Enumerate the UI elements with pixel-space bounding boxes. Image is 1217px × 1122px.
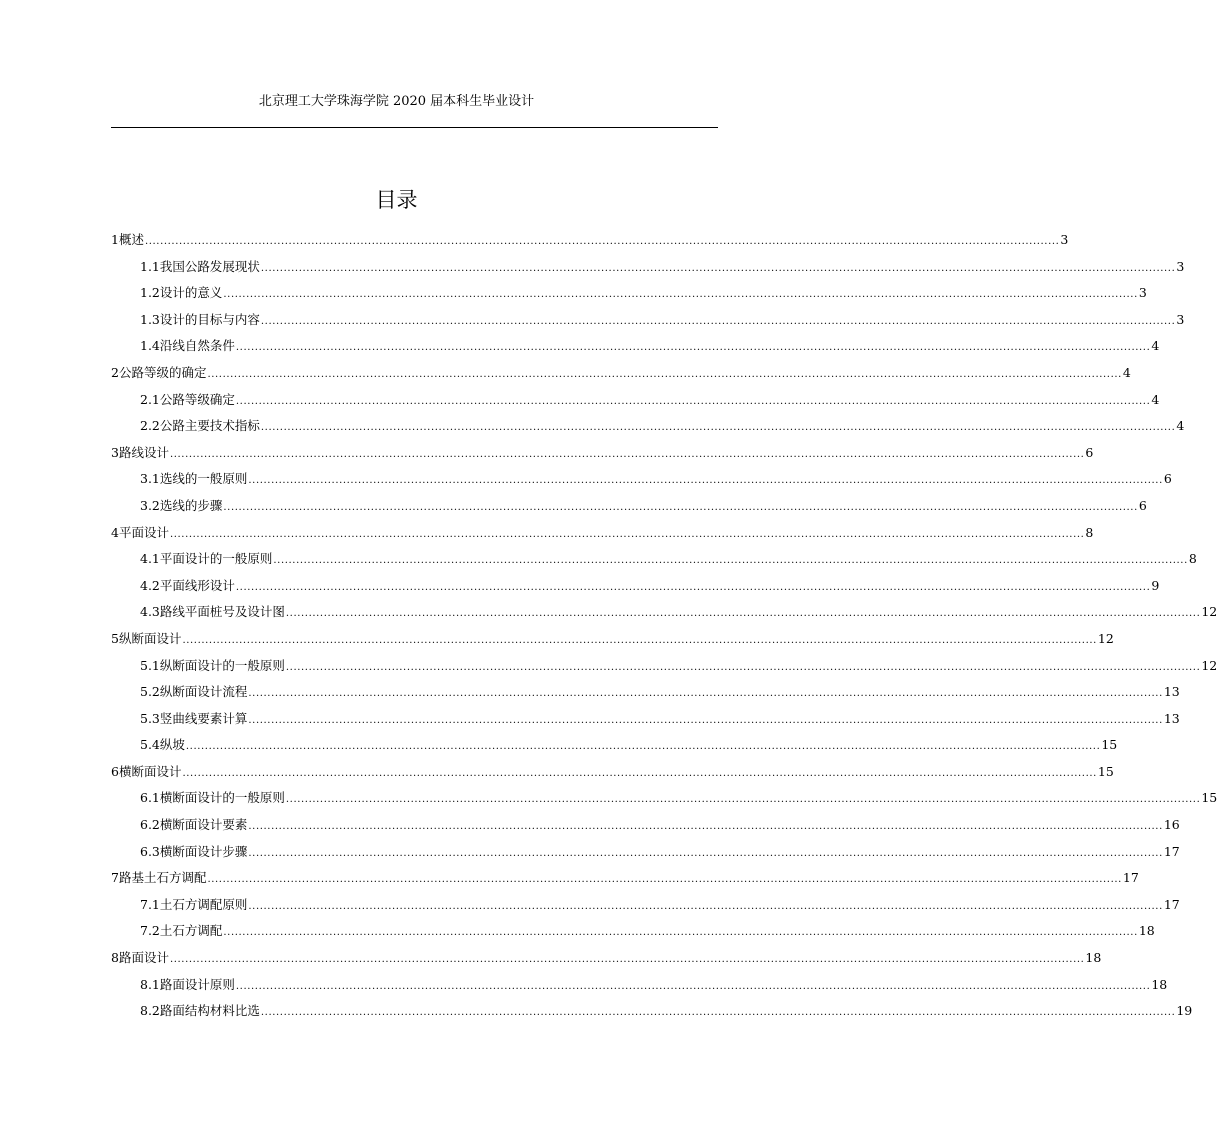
toc-entry-number: 2 — [111, 364, 119, 380]
toc-entry-page: 3 — [1176, 258, 1185, 274]
toc-entry-page: 12 — [1201, 604, 1217, 620]
toc-dot-leader: .................................................................................................................................................................................................................................................. — [182, 767, 1097, 779]
toc-entry-number: 5 — [111, 630, 119, 646]
toc-entry-title: 路面设计 — [118, 950, 169, 966]
toc-entry-page: 18 — [1085, 950, 1102, 966]
toc-entry-title: 设计的意义 — [159, 285, 223, 301]
toc-dot-leader: .................................................................................................................................................................................................................................................. — [223, 927, 1138, 939]
toc-entry-title: 土石方调配原则 — [159, 896, 248, 912]
toc-entry-page: 15 — [1101, 737, 1118, 753]
toc-dot-leader: .................................................................................................................................................................................................................................................. — [248, 821, 1163, 833]
toc-dot-leader: .................................................................................................................................................................................................................................................. — [207, 368, 1122, 380]
toc-entry-page: 15 — [1201, 790, 1217, 806]
toc-entry-number: 6 — [111, 763, 119, 779]
toc-dot-leader: .................................................................................................................................................................................................................................................. — [235, 395, 1151, 407]
toc-entry-number: 2.2 — [140, 418, 160, 434]
toc-dot-leader: .................................................................................................................................................................................................................................................. — [260, 315, 1176, 327]
toc-entry-number: 6.1 — [140, 790, 160, 806]
toc-entry-page: 18 — [1138, 923, 1155, 939]
toc-dot-leader: .................................................................................................................................................................................................................................................. — [169, 528, 1085, 540]
toc-entry-number: 7.2 — [140, 923, 160, 939]
toc-dot-leader: .................................................................................................................................................................................................................................................. — [185, 741, 1101, 753]
toc-entry[interactable] — [111, 546, 1197, 573]
toc-dot-leader: .................................................................................................................................................................................................................................................. — [285, 794, 1201, 806]
toc-entry-page: 16 — [1163, 817, 1180, 833]
toc-entry[interactable] — [111, 333, 1160, 360]
toc-entry-number: 1.4 — [140, 338, 160, 354]
toc-entry-title: 竖曲线要素计算 — [159, 710, 248, 726]
toc-entry-title: 纵坡 — [159, 737, 185, 753]
toc-entry[interactable] — [111, 573, 1160, 600]
toc-entry-page: 6 — [1163, 471, 1172, 487]
toc-dot-leader: .................................................................................................................................................................................................................................................. — [248, 900, 1163, 912]
toc-entry-title: 沿线自然条件 — [159, 338, 235, 354]
toc-entry-page: 19 — [1176, 1003, 1193, 1019]
toc-entry[interactable] — [111, 679, 1180, 706]
toc-entry-number: 5.1 — [140, 657, 160, 673]
toc-dot-leader: .................................................................................................................................................................................................................................................. — [273, 555, 1188, 567]
toc-dot-leader: .................................................................................................................................................................................................................................................. — [260, 262, 1176, 274]
toc-dot-leader: .................................................................................................................................................................................................................................................. — [207, 874, 1122, 886]
toc-entry-page: 9 — [1151, 577, 1160, 593]
toc-dot-leader: .................................................................................................................................................................................................................................................. — [223, 501, 1138, 513]
toc-entry-number: 5.4 — [140, 737, 160, 753]
toc-entry-page: 4 — [1122, 364, 1131, 380]
toc-entry-page: 15 — [1097, 763, 1114, 779]
toc-dot-leader: .................................................................................................................................................................................................................................................. — [285, 661, 1201, 673]
toc-dot-leader: .................................................................................................................................................................................................................................................. — [235, 581, 1151, 593]
toc-entry-title: 横断面设计步骤 — [159, 843, 248, 859]
toc-entry[interactable] — [111, 732, 1118, 759]
toc-entry-page: 3 — [1138, 285, 1147, 301]
toc-entry-title: 路面结构材料比选 — [159, 1003, 260, 1019]
toc-entry[interactable] — [111, 706, 1180, 733]
toc-entry-title: 公路主要技术指标 — [159, 418, 260, 434]
toc-entry-title: 选线的一般原则 — [159, 471, 248, 487]
toc-entry-title: 横断面设计要素 — [159, 817, 248, 833]
toc-entry-page: 3 — [1060, 232, 1069, 247]
toc-entry[interactable] — [111, 945, 1102, 972]
toc-dot-leader: .................................................................................................................................................................................................................................................. — [248, 847, 1163, 859]
toc-entry-page: 4 — [1151, 391, 1160, 407]
toc-entry-page: 17 — [1163, 896, 1180, 912]
page-header: 北京理工大学珠海学院 2020 届本科生毕业设计 — [258, 94, 535, 109]
toc-dot-leader: .................................................................................................................................................................................................................................................. — [169, 954, 1085, 966]
table-of-contents — [111, 227, 1217, 1025]
toc-entry[interactable] — [111, 626, 1114, 653]
toc-entry[interactable] — [111, 865, 1139, 892]
toc-entry-number: 3.2 — [140, 497, 160, 513]
toc-entry[interactable] — [111, 254, 1185, 281]
toc-entry-number: 6.2 — [140, 817, 160, 833]
toc-entry-title: 平面设计的一般原则 — [159, 551, 273, 567]
toc-entry-page: 4 — [1151, 338, 1160, 354]
toc-entry-number: 1.2 — [140, 285, 160, 301]
toc-dot-leader: .................................................................................................................................................................................................................................................. — [248, 688, 1163, 700]
toc-dot-leader: .................................................................................................................................................................................................................................................. — [235, 342, 1151, 354]
toc-entry-page: 13 — [1163, 684, 1180, 700]
toc-entry[interactable] — [111, 972, 1168, 999]
toc-entry[interactable] — [111, 440, 1094, 467]
toc-entry-title: 公路等级的确定 — [118, 364, 207, 380]
toc-entry-number: 1.1 — [140, 258, 160, 274]
toc-entry-page: 12 — [1201, 657, 1217, 673]
toc-entry[interactable] — [111, 599, 1217, 626]
toc-entry-number: 8.1 — [140, 976, 160, 992]
toc-entry-number: 4 — [111, 524, 119, 540]
toc-entry[interactable] — [111, 307, 1185, 334]
toc-entry-number: 5.3 — [140, 710, 160, 726]
toc-entry-number: 2.1 — [140, 391, 160, 407]
toc-entry-number: 3 — [111, 444, 119, 460]
toc-entry[interactable] — [111, 918, 1155, 945]
toc-entry[interactable] — [111, 493, 1147, 520]
toc-entry[interactable] — [111, 360, 1131, 387]
toc-entry-title: 路线设计 — [118, 444, 169, 460]
toc-entry-title: 概述 — [118, 232, 144, 247]
toc-entry-title: 设计的目标与内容 — [159, 311, 260, 327]
toc-entry-title: 公路等级确定 — [159, 391, 235, 407]
toc-entry-number: 7 — [111, 870, 119, 886]
toc-entry-page: 13 — [1163, 710, 1180, 726]
toc-entry[interactable] — [111, 839, 1180, 866]
toc-entry-page: 17 — [1122, 870, 1139, 886]
toc-entry-page: 17 — [1163, 843, 1180, 859]
toc-dot-leader: .................................................................................................................................................................................................................................................. — [182, 634, 1097, 646]
toc-entry-number: 3.1 — [140, 471, 160, 487]
toc-entry-title: 选线的步骤 — [159, 497, 223, 513]
toc-entry-page: 8 — [1085, 524, 1094, 540]
toc-entry[interactable] — [111, 413, 1185, 440]
toc-dot-leader: .................................................................................................................................................................................................................................................. — [223, 289, 1138, 301]
toc-dot-leader: .................................................................................................................................................................................................................................................. — [248, 714, 1163, 726]
toc-entry-title: 横断面设计的一般原则 — [159, 790, 285, 806]
toc-entry[interactable] — [111, 387, 1160, 414]
header-rule — [111, 127, 718, 128]
toc-entry[interactable] — [111, 812, 1180, 839]
toc-entry-page: 3 — [1176, 311, 1185, 327]
toc-entry-title: 我国公路发展现状 — [159, 258, 260, 274]
toc-entry[interactable] — [111, 892, 1180, 919]
toc-title: 目录 — [375, 188, 418, 212]
toc-entry-number: 6.3 — [140, 843, 160, 859]
toc-entry-title: 纵断面设计的一般原则 — [159, 657, 285, 673]
toc-entry-number: 1.3 — [140, 311, 160, 327]
toc-entry-title: 路线平面桩号及设计图 — [159, 604, 285, 620]
toc-dot-leader: .................................................................................................................................................................................................................................................. — [235, 980, 1151, 992]
toc-entry-title: 纵断面设计流程 — [159, 684, 248, 700]
toc-entry-page: 6 — [1138, 497, 1147, 513]
toc-dot-leader: .................................................................................................................................................................................................................................................. — [285, 608, 1201, 620]
toc-entry-title: 横断面设计 — [118, 763, 182, 779]
toc-entry-number: 8 — [111, 950, 119, 966]
toc-entry-page: 18 — [1151, 976, 1168, 992]
toc-dot-leader: .................................................................................................................................................................................................................................................. — [169, 448, 1085, 460]
toc-entry-number: 4.1 — [140, 551, 160, 567]
toc-entry[interactable] — [111, 520, 1094, 547]
toc-entry-title: 路面设计原则 — [159, 976, 235, 992]
toc-entry-page: 8 — [1188, 551, 1197, 567]
toc-entry-title: 平面线形设计 — [159, 577, 235, 593]
toc-entry[interactable] — [111, 466, 1172, 493]
toc-entry-number: 7.1 — [140, 896, 160, 912]
toc-entry-number: 4.3 — [140, 604, 160, 620]
toc-entry-page: 4 — [1176, 418, 1185, 434]
toc-entry-title: 路基土石方调配 — [118, 870, 207, 886]
toc-entry-title: 土石方调配 — [159, 923, 223, 939]
toc-entry[interactable] — [111, 653, 1217, 680]
toc-dot-leader: .................................................................................................................................................................................................................................................. — [144, 236, 1060, 247]
toc-entry[interactable] — [111, 227, 1069, 254]
toc-entry[interactable] — [111, 998, 1193, 1025]
toc-dot-leader: .................................................................................................................................................................................................................................................. — [260, 422, 1176, 434]
toc-entry-number: 5.2 — [140, 684, 160, 700]
toc-entry[interactable] — [111, 280, 1147, 307]
toc-entry-number: 4.2 — [140, 577, 160, 593]
toc-entry-page: 6 — [1085, 444, 1094, 460]
toc-entry[interactable] — [111, 759, 1114, 786]
toc-entry-title: 平面设计 — [118, 524, 169, 540]
toc-dot-leader: .................................................................................................................................................................................................................................................. — [248, 475, 1163, 487]
toc-entry-title: 纵断面设计 — [118, 630, 182, 646]
toc-entry-page: 12 — [1097, 630, 1114, 646]
toc-entry-number: 1 — [111, 232, 119, 247]
toc-dot-leader: .................................................................................................................................................................................................................................................. — [260, 1007, 1176, 1019]
toc-entry[interactable] — [111, 785, 1217, 812]
toc-entry-number: 8.2 — [140, 1003, 160, 1019]
